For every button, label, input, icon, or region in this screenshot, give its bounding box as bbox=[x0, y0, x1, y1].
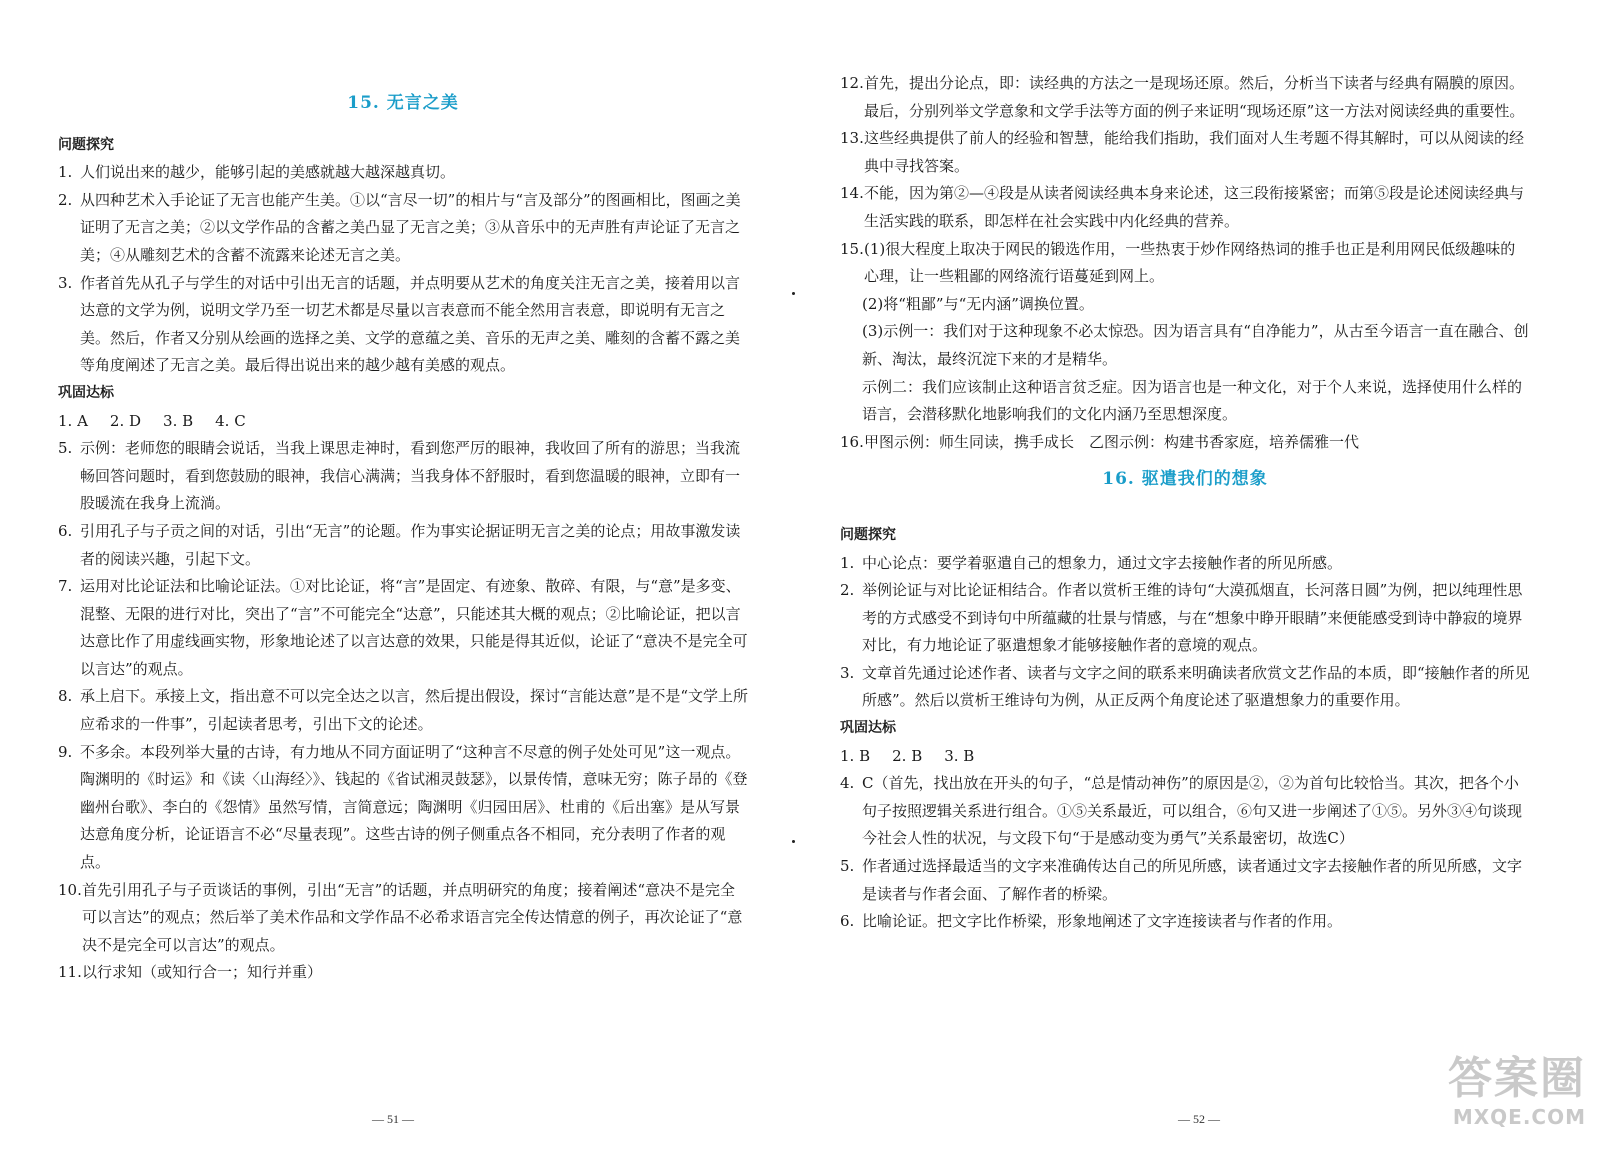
item-text: (1)很大程度上取决于网民的锻选作用，一些热衷于炒作网络热词的推手也正是利用网民低级趣味的心理，让一些粗鄙的网络流行语蔓延到网上。 bbox=[864, 239, 1516, 286]
binding-dot bbox=[792, 292, 795, 295]
list-item bbox=[840, 125, 1530, 180]
item-text: 承上启下。承接上文，指出意不可以完全达之以言，然后提出假设，探讨“言能达意”是不是“文学上所应希求的一件事”，引起读者思考，引出下文的论述。 bbox=[80, 687, 749, 734]
section-heading-explore: 问题探究 bbox=[58, 136, 114, 153]
item-number: 1. bbox=[58, 163, 73, 182]
right-page bbox=[800, 0, 1600, 1159]
item-number: 6. bbox=[840, 912, 855, 931]
item-number: 5. bbox=[840, 857, 855, 876]
item-text: 运用对比论证法和比喻论证法。①对比论证，将“言”是固定、有迹象、散碎、有限，与“意”是多变、混整、无限的进行对比，突出了“言”不可能完全“达意”，只能述其大概的观点；②比喻论证，把以言达意比作了用虚线画实物，形象地论述了以言达意的效果，只能是得其近似，论证了“意决不是完全可以言达”的观点。 bbox=[80, 577, 748, 678]
answer: 1. B bbox=[840, 746, 871, 765]
item-text: 示例：老师您的眼睛会说话，当我上课思走神时，看到您严厉的眼神，我收回了所有的游思；当我流畅回答问题时，看到您鼓励的眼神，我信心满满；当我身体不舒服时，看到您温暖的眼神，立即有一股暖流在我身上流淌。 bbox=[80, 439, 741, 513]
list-item bbox=[840, 236, 1530, 291]
section-heading-consolidate: 巩固达标 bbox=[840, 720, 896, 737]
item-text: 人们说出来的越少，能够引起的美感就越大越深越真切。 bbox=[80, 163, 456, 182]
list-item bbox=[840, 853, 1530, 908]
list-item bbox=[58, 270, 748, 380]
answer: 3. B bbox=[944, 746, 975, 765]
explore-questions bbox=[840, 550, 1530, 716]
list-item bbox=[58, 518, 748, 573]
choice-answers bbox=[840, 743, 1530, 771]
choice-answers bbox=[58, 408, 748, 436]
item-text: 作者首先从孔子与学生的对话中引出无言的话题，并点明要从艺术的角度关注无言之美，接着用以言达意的文学为例，说明文学乃至一切艺术都是尽量以言表意而不能全然用言表意，即说明有无言之美。然后，作者又分别从绘画的选择之美、文学的意蕴之美、音乐的无声之美、雕刻的含蓄不露之美等角度阐述了无言之美。最后得出说出来的越少越有美感的观点。 bbox=[80, 273, 741, 375]
item-number: 6. bbox=[58, 521, 73, 540]
item-number: 2. bbox=[58, 190, 73, 209]
list-item bbox=[58, 573, 748, 683]
list-item bbox=[840, 70, 1530, 125]
item-text: 甲图示例：师生同读，携手成长 乙图示例：构建书香家庭，培养儒雅一代 bbox=[864, 432, 1360, 451]
item-number: 15. bbox=[840, 239, 864, 258]
list-item bbox=[840, 770, 1530, 853]
list-item bbox=[840, 180, 1530, 235]
list-item bbox=[58, 877, 748, 960]
item-text: 文章首先通过论述作者、读者与文字之间的联系来明确读者欣赏文艺作品的本质，即“接触作者的所见所感”。然后以赏析王维诗句为例，从正反两个角度论述了驱遣想象力的重要作用。 bbox=[862, 663, 1530, 710]
item-text: C（首先，找出放在开头的句子，“总是情动神伤”的原因是②，②为首句比较恰当。其次，把各个小句子按照逻辑关系进行组合。①⑤关系最近，可以组合，⑥句又进一步阐述了①⑤。另外③④句谈现今社会人性的状况，与文段下句“于是感动变为勇气”关系最密切，故选C） bbox=[862, 774, 1523, 848]
item-number: 5. bbox=[58, 439, 73, 458]
left-column bbox=[58, 90, 748, 987]
item-number: 16. bbox=[840, 432, 864, 451]
item-number: 1. bbox=[840, 553, 855, 572]
chapter-title-15: 15. 无言之美 bbox=[347, 93, 459, 113]
item-text: 首先引用孔子与子贡谈话的事例，引出“无言”的话题，并点明研究的角度；接着阐述“意决不是完全可以言达”的观点；然后举了美术作品和文学作品不必希求语言完全传达情意的例子，再次论证了“意决不是完全可以言达”的观点。 bbox=[82, 880, 743, 954]
watermark-logo bbox=[1431, 1053, 1586, 1153]
answer: 2. D bbox=[109, 411, 142, 430]
answer: 1. A bbox=[58, 411, 88, 430]
answer: 4. C bbox=[215, 411, 246, 430]
item-text: 从四种艺术入手论证了无言也能产生美。①以“言尽一切”的相片与“言及部分”的图画相比，图画之美证明了无言之美；②以文学作品的含蓄之美凸显了无言之美；③从音乐中的无声胜有声论证了无言之美；④从雕刻艺术的含蓄不流露来论述无言之美。 bbox=[80, 190, 741, 264]
sub-answer: (2)将“粗鄙”与“无内涵”调换位置。 bbox=[862, 294, 1094, 313]
explore-questions bbox=[58, 159, 748, 380]
item-text: 举例论证与对比论证相结合。作者以赏析王维的诗句“大漠孤烟直，长河落日圆”为例，把以纯理性思考的方式感受不到诗句中所蕴藏的壮景与情感，与在“想象中睁开眼睛”来便能感受到诗中静寂的境界对比，有力地论证了驱遣想象才能够接触作者的意境的观点。 bbox=[862, 581, 1523, 655]
item-number: 10. bbox=[58, 880, 82, 899]
item-text: 引用孔子与子贡之间的对话，引出“无言”的论题。作为事实论据证明无言之美的论点；用故事激发读者的阅读兴趣，引起下文。 bbox=[80, 521, 741, 568]
list-item bbox=[58, 159, 748, 187]
sub-answer: 示例二：我们应该制止这种语言贫乏症。因为语言也是一种文化，对于个人来说，选择使用什么样的语言，会潜移默化地影响我们的文化内涵乃至思想深度。 bbox=[862, 377, 1523, 424]
list-item bbox=[840, 577, 1530, 660]
list-item bbox=[58, 959, 748, 987]
list-item bbox=[58, 187, 748, 270]
item-number: 4. bbox=[840, 774, 855, 793]
item-number: 9. bbox=[58, 742, 73, 761]
item-text: 作者通过选择最适当的文字来准确传达自己的所见所感，读者通过文字去接触作者的所见所感，文字是读者与作者会面、了解作者的桥梁。 bbox=[862, 857, 1523, 903]
list-item bbox=[840, 908, 1530, 936]
item-text: 不多余。本段列举大量的古诗，有力地从不同方面证明了“这种言不尽意的例子处处可见”这一观点。陶渊明的《时运》和《读〈山海经〉》、钱起的《省试湘灵鼓瑟》，以景传情，意味无穷；陈子昂的《登幽州台歌》、李白的《怨情》虽然写情，言简意远；陶渊明《归园田居》、杜甫的《后出塞》是从写景达意角度分析，论证语言不必“尽量表现”。这些古诗的例子侧重点各不相同，充分表明了作者的观点。 bbox=[80, 742, 748, 872]
item-number: 2. bbox=[840, 581, 855, 600]
item-text: 比喻论证。把文字比作桥梁，形象地阐述了文字连接读者与作者的作用。 bbox=[862, 912, 1343, 931]
consolidate-answers bbox=[840, 770, 1530, 936]
answer: 2. B bbox=[892, 746, 923, 765]
section-heading-explore: 问题探究 bbox=[840, 526, 896, 543]
chapter-title-16: 16. 驱遣我们的想象 bbox=[1102, 469, 1268, 490]
item-text: 以行求知（或知行合一；知行并重） bbox=[82, 963, 323, 982]
item-number: 3. bbox=[58, 273, 73, 292]
section-heading-consolidate: 巩固达标 bbox=[58, 384, 114, 401]
list-item bbox=[840, 429, 1530, 457]
list-item bbox=[58, 683, 748, 738]
page-number-left: — 51 — bbox=[372, 1112, 414, 1126]
item-text: 中心论点：要学着驱遣自己的想象力，通过文字去接触作者的所见所感。 bbox=[862, 553, 1343, 572]
item-number: 13. bbox=[840, 129, 864, 148]
binding-dot bbox=[792, 840, 795, 843]
list-item bbox=[840, 660, 1530, 715]
sub-answer: (3)示例一：我们对于这种现象不必太惊恐。因为语言具有“自净能力”，从古至今语言一直在融合、创新、淘汰，最终沉淀下来的才是精华。 bbox=[862, 322, 1529, 368]
watermark-url: MXQE.COM bbox=[1452, 1105, 1586, 1129]
list-item bbox=[58, 435, 748, 518]
consolidate-answers bbox=[58, 435, 748, 987]
item-text: 不能，因为第②—④段是从读者阅读经典本身来论述，这三段衔接紧密；而第⑤段是论述阅读经典与生活实践的联系，即怎样在社会实践中内化经典的营养。 bbox=[864, 184, 1525, 230]
right-column bbox=[840, 70, 1530, 936]
watermark-text: 答案圈 bbox=[1448, 1053, 1586, 1104]
list-item bbox=[840, 550, 1530, 578]
item-text: 这些经典提供了前人的经验和智慧，能给我们指助，我们面对人生考题不得其解时，可以从阅读的经典中寻找答案。 bbox=[864, 129, 1525, 175]
answer: 3. B bbox=[163, 411, 194, 430]
item-number: 3. bbox=[840, 663, 855, 682]
list-item bbox=[58, 739, 748, 877]
continued-answers bbox=[840, 70, 1530, 456]
item-number: 14. bbox=[840, 184, 864, 203]
item-number: 12. bbox=[840, 74, 864, 92]
page-number-right: — 52 — bbox=[1178, 1112, 1220, 1126]
item-number: 11. bbox=[58, 963, 82, 982]
item-number: 8. bbox=[58, 687, 73, 706]
item-text: 首先，提出分论点，即：读经典的方法之一是现场还原。然后，分析当下读者与经典有隔膜的原因。最后，分别列举文学意象和文学手法等方面的例子来证明“现场还原”这一方法对阅读经典的重要性。 bbox=[864, 74, 1525, 120]
item-number: 7. bbox=[58, 577, 73, 596]
